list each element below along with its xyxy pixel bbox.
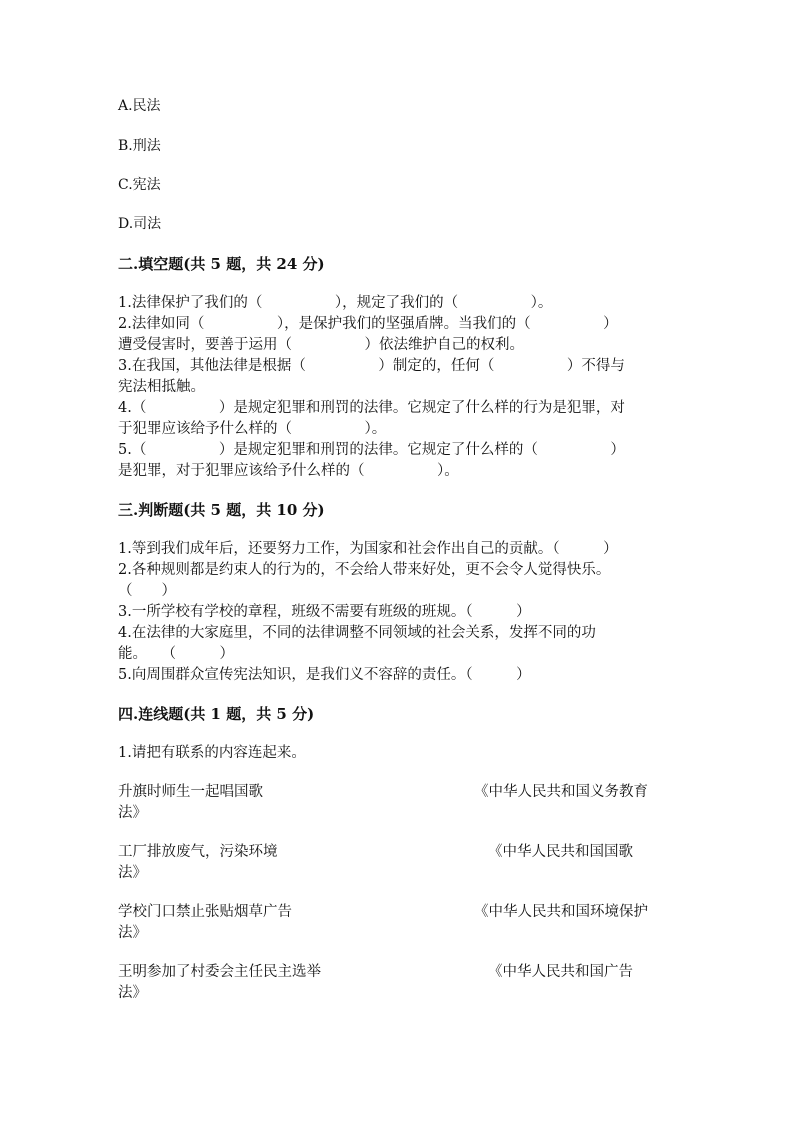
- fill-line: 5.（ ）是规定犯罪和刑罚的法律。它规定了什么样的（ ）: [118, 442, 625, 458]
- judge-line: 4.在法律的大家庭里，不同的法律调整不同领域的社会关系，发挥不同的功: [118, 625, 596, 641]
- fill-line: 遭受侵害时，要善于运用（ ）依法维护自己的权利。: [118, 337, 524, 353]
- match-right-item: 《中华人民共和国义务教育: [474, 784, 648, 800]
- judge-line: （ ）: [118, 583, 176, 599]
- fill-line: 3.在我国，其他法律是根据（ ）制定的，任何（ ）不得与: [118, 358, 625, 374]
- judge-line: 1.等到我们成年后，还要努力工作，为国家和社会作出自己的贡献。（ ）: [118, 541, 618, 557]
- option-a: A.民法: [118, 98, 161, 114]
- section-3-heading: 三.判断题(共 5 题，共 10 分): [118, 501, 325, 519]
- section-4-heading: 四.连线题(共 1 题，共 5 分): [118, 705, 315, 723]
- match-right-item: 《中华人民共和国环境保护: [474, 904, 648, 920]
- fill-line: 宪法相抵触。: [118, 379, 205, 395]
- section-2-heading: 二.填空题(共 5 题，共 24 分): [118, 255, 325, 273]
- fill-line: 2.法律如同（ ），是保护我们的坚强盾牌。当我们的（ ）: [118, 316, 618, 332]
- match-right-item: 《中华人民共和国国歌: [488, 844, 633, 860]
- match-right-continuation: 法》: [118, 925, 147, 941]
- fill-line: 1.法律保护了我们的（ ），规定了我们的（ ）。: [118, 295, 553, 311]
- fill-line: 于犯罪应该给予什么样的（ ）。: [118, 421, 387, 437]
- match-instruction: 1.请把有联系的内容连起来。: [118, 745, 306, 761]
- match-left-item: 工厂排放废气，污染环境: [118, 844, 278, 860]
- match-left-item: 学校门口禁止张贴烟草广告: [118, 904, 292, 920]
- match-left-item: 升旗时师生一起唱国歌: [118, 784, 263, 800]
- match-right-continuation: 法》: [118, 805, 147, 821]
- option-c: C.宪法: [118, 177, 161, 193]
- judge-line: 能。 （ ）: [118, 646, 234, 662]
- fill-line: 是犯罪，对于犯罪应该给予什么样的（ ）。: [118, 463, 459, 479]
- option-d: D.司法: [118, 216, 162, 232]
- match-right-item: 《中华人民共和国广告: [488, 964, 633, 980]
- option-b: B.刑法: [118, 138, 161, 154]
- fill-line: 4.（ ）是规定犯罪和刑罚的法律。它规定了什么样的行为是犯罪，对: [118, 400, 625, 416]
- judge-line: 3.一所学校有学校的章程，班级不需要有班级的班规。（ ）: [118, 604, 531, 620]
- judge-line: 2.各种规则都是约束人的行为的，不会给人带来好处，更不会令人觉得快乐。: [118, 562, 611, 578]
- judge-line: 5.向周围群众宣传宪法知识，是我们义不容辞的责任。（ ）: [118, 667, 531, 683]
- match-right-continuation: 法》: [118, 865, 147, 881]
- match-left-item: 王明参加了村委会主任民主选举: [118, 964, 321, 980]
- match-right-continuation: 法》: [118, 985, 147, 1001]
